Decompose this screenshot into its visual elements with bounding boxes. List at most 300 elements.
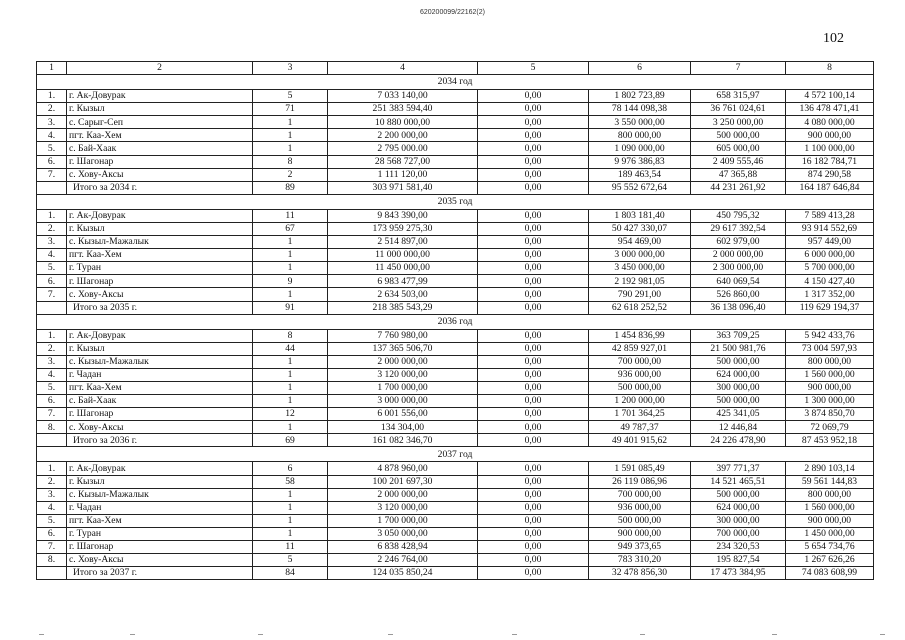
cell-col5: 0,00 (478, 462, 589, 475)
cell-col6: 42 859 927,01 (589, 342, 691, 355)
total-cell-col5: 0,00 (478, 301, 589, 314)
cell-col5: 0,00 (478, 155, 589, 168)
cell-count: 5 (253, 554, 328, 567)
cell-col5: 0,00 (478, 488, 589, 501)
cell-num: 3. (37, 116, 67, 129)
cell-settlement: с. Хову-Аксы (67, 421, 253, 434)
cell-col5: 0,00 (478, 342, 589, 355)
cell-num: 3. (37, 488, 67, 501)
cell-col6: 3 000 000,00 (589, 249, 691, 262)
cell-count: 1 (253, 527, 328, 540)
table-row (37, 329, 874, 342)
cell-col6: 49 787,37 (589, 421, 691, 434)
cell-col7: 36 761 024,61 (691, 103, 786, 116)
cell-settlement: с. Хову-Аксы (67, 168, 253, 181)
cell-total-cost: 1 111 120,00 (328, 168, 478, 181)
cell-settlement: г. Туран (67, 262, 253, 275)
cell-settlement: г. Чадан (67, 501, 253, 514)
cell-num: 8. (37, 554, 67, 567)
cell-col5: 0,00 (478, 408, 589, 421)
cell-total-cost: 3 120 000,00 (328, 368, 478, 381)
total-cell-col5: 0,00 (478, 434, 589, 447)
cell-num: 5. (37, 514, 67, 527)
column-header-1: 1 (37, 62, 67, 75)
total-cell-settlement: Итого за 2037 г. (67, 567, 253, 580)
table-row (37, 381, 874, 394)
cell-col5: 0,00 (478, 381, 589, 394)
cell-count: 58 (253, 475, 328, 488)
table-row (37, 475, 874, 488)
total-cell-settlement: Итого за 2035 г. (67, 301, 253, 314)
table-row (37, 342, 874, 355)
cell-total-cost: 2 795 000.00 (328, 142, 478, 155)
table-row (37, 116, 874, 129)
column-header-6: 6 (589, 62, 691, 75)
cell-total-cost: 11 450 000,00 (328, 262, 478, 275)
cell-col7: 624 000,00 (691, 368, 786, 381)
cell-num: 1. (37, 90, 67, 103)
column-header-5: 5 (478, 62, 589, 75)
total-cell-count: 91 (253, 301, 328, 314)
total-cell-total-cost: 303 971 581,40 (328, 181, 478, 194)
table-row (37, 142, 874, 155)
cell-settlement: пгт. Каа-Хем (67, 129, 253, 142)
cell-col7: 2 000 000,00 (691, 249, 786, 262)
cell-count: 8 (253, 155, 328, 168)
cell-num: 2. (37, 475, 67, 488)
cell-col7: 12 446,84 (691, 421, 786, 434)
cell-num: 8. (37, 421, 67, 434)
total-cell-col7: 36 138 096,40 (691, 301, 786, 314)
table-row (37, 275, 874, 288)
cell-col7: 234 320,53 (691, 541, 786, 554)
cell-num: 6. (37, 527, 67, 540)
cell-total-cost: 2 514 897,00 (328, 236, 478, 249)
table-row (37, 155, 874, 168)
cell-total-cost: 251 383 594,40 (328, 103, 478, 116)
cell-settlement: г. Кызыл (67, 103, 253, 116)
cell-settlement: с. Бай-Хаак (67, 395, 253, 408)
cell-col8: 800 000,00 (786, 488, 874, 501)
total-cell-total-cost: 161 082 346,70 (328, 434, 478, 447)
cell-col6: 189 463,54 (589, 168, 691, 181)
total-cell-col8: 87 453 952,18 (786, 434, 874, 447)
cell-col8: 1 100 000,00 (786, 142, 874, 155)
cell-col5: 0,00 (478, 514, 589, 527)
cell-col6: 9 976 386,83 (589, 155, 691, 168)
cell-col8: 6 000 000,00 (786, 249, 874, 262)
cell-num: 2. (37, 103, 67, 116)
cell-col5: 0,00 (478, 209, 589, 222)
cell-settlement: г. Кызыл (67, 222, 253, 235)
cell-col7: 363 709,25 (691, 329, 786, 342)
cell-col6: 900 000,00 (589, 527, 691, 540)
table-row (37, 249, 874, 262)
total-cell-col6: 95 552 672,64 (589, 181, 691, 194)
total-cell-count: 84 (253, 567, 328, 580)
cell-count: 1 (253, 116, 328, 129)
cell-settlement: г. Ак-Довурак (67, 209, 253, 222)
cell-col5: 0,00 (478, 249, 589, 262)
total-cell-total-cost: 124 035 850,24 (328, 567, 478, 580)
cell-count: 44 (253, 342, 328, 355)
cell-total-cost: 100 201 697,30 (328, 475, 478, 488)
cell-col6: 790 291,00 (589, 288, 691, 301)
cell-count: 12 (253, 408, 328, 421)
cell-col7: 658 315,97 (691, 90, 786, 103)
cell-col5: 0,00 (478, 355, 589, 368)
cell-col5: 0,00 (478, 275, 589, 288)
cell-total-cost: 2 246 764,00 (328, 554, 478, 567)
cell-col8: 900 000,00 (786, 514, 874, 527)
year-heading: 2034 год (37, 75, 874, 90)
cell-col5: 0,00 (478, 475, 589, 488)
table-row (37, 462, 874, 475)
cell-total-cost: 6 838 428,94 (328, 541, 478, 554)
cell-col7: 450 795,32 (691, 209, 786, 222)
year-heading: 2036 год (37, 314, 874, 329)
cell-count: 9 (253, 275, 328, 288)
year-row (37, 75, 874, 90)
cell-count: 1 (253, 249, 328, 262)
cell-count: 1 (253, 501, 328, 514)
cell-col8: 900 000,00 (786, 381, 874, 394)
cell-num: 3. (37, 236, 67, 249)
cell-col5: 0,00 (478, 236, 589, 249)
table-row (37, 395, 874, 408)
document-id: 620200099/22162(2) (419, 9, 485, 16)
total-row (37, 301, 874, 314)
table-row (37, 129, 874, 142)
cell-count: 1 (253, 355, 328, 368)
year-row (37, 194, 874, 209)
cell-col8: 1 317 352,00 (786, 288, 874, 301)
cell-col7: 500 000,00 (691, 355, 786, 368)
total-cell-col8: 164 187 646,84 (786, 181, 874, 194)
cell-num: 7. (37, 168, 67, 181)
cell-settlement: пгт. Каа-Хем (67, 514, 253, 527)
cell-col8: 16 182 784,71 (786, 155, 874, 168)
column-header-4: 4 (328, 62, 478, 75)
cell-col7: 602 979,00 (691, 236, 786, 249)
cell-settlement: с. Сарыг-Сеп (67, 116, 253, 129)
cell-count: 2 (253, 168, 328, 181)
cell-settlement: г. Кызыл (67, 475, 253, 488)
data-table (36, 61, 874, 580)
cell-col5: 0,00 (478, 168, 589, 181)
total-cell-num (37, 434, 67, 447)
cell-settlement: с. Кызыл-Мажалык (67, 236, 253, 249)
cell-num: 6. (37, 155, 67, 168)
cell-total-cost: 9 843 390,00 (328, 209, 478, 222)
cell-num: 4. (37, 129, 67, 142)
total-cell-col8: 74 083 608,99 (786, 567, 874, 580)
cell-total-cost: 1 700 000,00 (328, 381, 478, 394)
cell-col8: 4 150 427,40 (786, 275, 874, 288)
cell-num: 6. (37, 395, 67, 408)
cell-num: 7. (37, 288, 67, 301)
header-row (37, 62, 874, 75)
cell-col6: 949 373,65 (589, 541, 691, 554)
year-heading: 2035 год (37, 194, 874, 209)
cell-count: 1 (253, 262, 328, 275)
cell-col7: 29 617 392,54 (691, 222, 786, 235)
cell-col5: 0,00 (478, 262, 589, 275)
cell-col6: 954 469,00 (589, 236, 691, 249)
cell-num: 7. (37, 408, 67, 421)
cell-col8: 900 000,00 (786, 129, 874, 142)
cell-total-cost: 3 050 000,00 (328, 527, 478, 540)
total-row (37, 181, 874, 194)
cell-col7: 195 827,54 (691, 554, 786, 567)
cell-col8: 136 478 471,41 (786, 103, 874, 116)
cell-count: 1 (253, 381, 328, 394)
cell-col6: 1 200 000,00 (589, 395, 691, 408)
cell-col7: 300 000,00 (691, 514, 786, 527)
cell-settlement: г. Ак-Довурак (67, 462, 253, 475)
cell-col6: 1 454 836,99 (589, 329, 691, 342)
cell-col5: 0,00 (478, 501, 589, 514)
cell-count: 67 (253, 222, 328, 235)
total-cell-settlement: Итого за 2036 г. (67, 434, 253, 447)
cell-col5: 0,00 (478, 116, 589, 129)
cell-count: 1 (253, 129, 328, 142)
cell-total-cost: 10 880 000,00 (328, 116, 478, 129)
cell-col7: 700 000,00 (691, 527, 786, 540)
cell-num: 6. (37, 275, 67, 288)
total-cell-col7: 17 473 384,95 (691, 567, 786, 580)
cell-col5: 0,00 (478, 288, 589, 301)
cell-count: 1 (253, 421, 328, 434)
total-cell-col5: 0,00 (478, 181, 589, 194)
total-cell-col8: 119 629 194,37 (786, 301, 874, 314)
cell-total-cost: 2 000 000,00 (328, 488, 478, 501)
total-cell-col6: 62 618 252,52 (589, 301, 691, 314)
cell-col7: 2 300 000,00 (691, 262, 786, 275)
cell-col8: 1 560 000,00 (786, 501, 874, 514)
table-row (37, 288, 874, 301)
cell-settlement: г. Ак-Довурак (67, 90, 253, 103)
table-row (37, 488, 874, 501)
cell-settlement: г. Шагонар (67, 541, 253, 554)
cell-count: 1 (253, 288, 328, 301)
cell-count: 1 (253, 236, 328, 249)
cell-col8: 72 069,79 (786, 421, 874, 434)
column-header-7: 7 (691, 62, 786, 75)
table-row (37, 408, 874, 421)
cell-col6: 783 310,20 (589, 554, 691, 567)
cell-col8: 5 942 433,76 (786, 329, 874, 342)
cell-total-cost: 6 001 556,00 (328, 408, 478, 421)
cell-col8: 7 589 413,28 (786, 209, 874, 222)
cell-total-cost: 7 033 140,00 (328, 90, 478, 103)
table-row (37, 222, 874, 235)
cell-total-cost: 11 000 000,00 (328, 249, 478, 262)
cell-count: 5 (253, 90, 328, 103)
cell-col8: 1 560 000,00 (786, 368, 874, 381)
cell-col5: 0,00 (478, 395, 589, 408)
total-cell-col6: 32 478 856,30 (589, 567, 691, 580)
cell-col8: 1 450 000,00 (786, 527, 874, 540)
cell-col5: 0,00 (478, 541, 589, 554)
cell-col5: 0,00 (478, 421, 589, 434)
cell-settlement: г. Ак-Довурак (67, 329, 253, 342)
cell-col6: 700 000,00 (589, 355, 691, 368)
cell-col7: 3 250 000,00 (691, 116, 786, 129)
cell-col6: 800 000,00 (589, 129, 691, 142)
cell-settlement: с. Хову-Аксы (67, 554, 253, 567)
cell-col7: 624 000,00 (691, 501, 786, 514)
cell-col5: 0,00 (478, 554, 589, 567)
cell-col8: 3 874 850,70 (786, 408, 874, 421)
year-row (37, 314, 874, 329)
cell-num: 5. (37, 381, 67, 394)
total-cell-col7: 24 226 478,90 (691, 434, 786, 447)
cell-col7: 500 000,00 (691, 488, 786, 501)
total-cell-count: 89 (253, 181, 328, 194)
cell-col7: 21 500 981,76 (691, 342, 786, 355)
cell-count: 1 (253, 395, 328, 408)
cell-col6: 936 000,00 (589, 501, 691, 514)
cell-col8: 59 561 144,83 (786, 475, 874, 488)
cell-settlement: г. Чадан (67, 368, 253, 381)
cell-num: 5. (37, 262, 67, 275)
table-row (37, 236, 874, 249)
cell-col8: 4 080 000,00 (786, 116, 874, 129)
table-row (37, 368, 874, 381)
cell-total-cost: 3 000 000,00 (328, 395, 478, 408)
cell-col6: 1 803 181,40 (589, 209, 691, 222)
total-cell-total-cost: 218 385 543,29 (328, 301, 478, 314)
table-row (37, 355, 874, 368)
table-row (37, 90, 874, 103)
cell-count: 1 (253, 142, 328, 155)
cell-total-cost: 3 120 000,00 (328, 501, 478, 514)
cell-settlement: пгт. Каа-Хем (67, 381, 253, 394)
cell-settlement: с. Хову-Аксы (67, 288, 253, 301)
table-row (37, 262, 874, 275)
cell-total-cost: 6 983 477,99 (328, 275, 478, 288)
cell-col8: 1 267 626,26 (786, 554, 874, 567)
scan-artifacts (0, 630, 905, 640)
cell-col8: 2 890 103,14 (786, 462, 874, 475)
cell-col8: 5 700 000,00 (786, 262, 874, 275)
cell-count: 1 (253, 368, 328, 381)
cell-total-cost: 2 200 000,00 (328, 129, 478, 142)
cell-total-cost: 137 365 506,70 (328, 342, 478, 355)
table-row (37, 554, 874, 567)
cell-col5: 0,00 (478, 329, 589, 342)
cell-col6: 936 000,00 (589, 368, 691, 381)
total-row (37, 434, 874, 447)
total-cell-num (37, 301, 67, 314)
cell-settlement: г. Кызыл (67, 342, 253, 355)
cell-col5: 0,00 (478, 129, 589, 142)
cell-count: 1 (253, 488, 328, 501)
total-cell-col7: 44 231 261,92 (691, 181, 786, 194)
cell-col7: 640 069,54 (691, 275, 786, 288)
cell-settlement: с. Кызыл-Мажалык (67, 488, 253, 501)
table-row (37, 103, 874, 116)
cell-col6: 2 192 981,05 (589, 275, 691, 288)
cell-total-cost: 7 760 980,00 (328, 329, 478, 342)
cell-settlement: г. Туран (67, 527, 253, 540)
cell-total-cost: 2 000 000,00 (328, 355, 478, 368)
cell-col8: 874 290,58 (786, 168, 874, 181)
cell-col6: 500 000,00 (589, 514, 691, 527)
cell-count: 8 (253, 329, 328, 342)
cell-col5: 0,00 (478, 90, 589, 103)
cell-num: 7. (37, 541, 67, 554)
total-cell-num (37, 181, 67, 194)
cell-col7: 300 000,00 (691, 381, 786, 394)
cell-num: 4. (37, 501, 67, 514)
year-heading: 2037 год (37, 447, 874, 462)
cell-col5: 0,00 (478, 222, 589, 235)
cell-col7: 2 409 555,46 (691, 155, 786, 168)
cell-col8: 93 914 552,69 (786, 222, 874, 235)
cell-total-cost: 1 700 000,00 (328, 514, 478, 527)
cell-col6: 700 000,00 (589, 488, 691, 501)
cell-col5: 0,00 (478, 527, 589, 540)
cell-col7: 500 000,00 (691, 395, 786, 408)
cell-num: 2. (37, 222, 67, 235)
cell-col8: 957 449,00 (786, 236, 874, 249)
cell-count: 11 (253, 541, 328, 554)
cell-col5: 0,00 (478, 368, 589, 381)
cell-col6: 50 427 330,07 (589, 222, 691, 235)
table-row (37, 527, 874, 540)
cell-col7: 526 860,00 (691, 288, 786, 301)
cell-col6: 3 450 000,00 (589, 262, 691, 275)
cell-count: 1 (253, 514, 328, 527)
table-row (37, 514, 874, 527)
table-row (37, 209, 874, 222)
cell-col7: 500 000,00 (691, 129, 786, 142)
cell-settlement: пгт. Каа-Хем (67, 249, 253, 262)
cell-col6: 1 802 723,89 (589, 90, 691, 103)
column-header-8: 8 (786, 62, 874, 75)
year-row (37, 447, 874, 462)
cell-col8: 1 300 000,00 (786, 395, 874, 408)
cell-num: 3. (37, 355, 67, 368)
cell-total-cost: 173 959 275,30 (328, 222, 478, 235)
total-cell-col6: 49 401 915,62 (589, 434, 691, 447)
cell-col8: 800 000,00 (786, 355, 874, 368)
cell-count: 71 (253, 103, 328, 116)
cell-total-cost: 4 878 960,00 (328, 462, 478, 475)
cell-settlement: г. Шагонар (67, 275, 253, 288)
cell-col7: 14 521 465,51 (691, 475, 786, 488)
cell-col7: 425 341,05 (691, 408, 786, 421)
column-header-3: 3 (253, 62, 328, 75)
cell-col6: 78 144 098,38 (589, 103, 691, 116)
cell-total-cost: 134 304,00 (328, 421, 478, 434)
table-row (37, 168, 874, 181)
cell-num: 5. (37, 142, 67, 155)
table-row (37, 421, 874, 434)
page-number: 102 (823, 31, 844, 46)
cell-num: 1. (37, 209, 67, 222)
cell-num: 4. (37, 249, 67, 262)
total-cell-col5: 0,00 (478, 567, 589, 580)
cell-col7: 47 365,88 (691, 168, 786, 181)
table-row (37, 501, 874, 514)
table-body (37, 62, 874, 580)
cell-col6: 1 591 085,49 (589, 462, 691, 475)
cell-count: 11 (253, 209, 328, 222)
column-header-2: 2 (67, 62, 253, 75)
